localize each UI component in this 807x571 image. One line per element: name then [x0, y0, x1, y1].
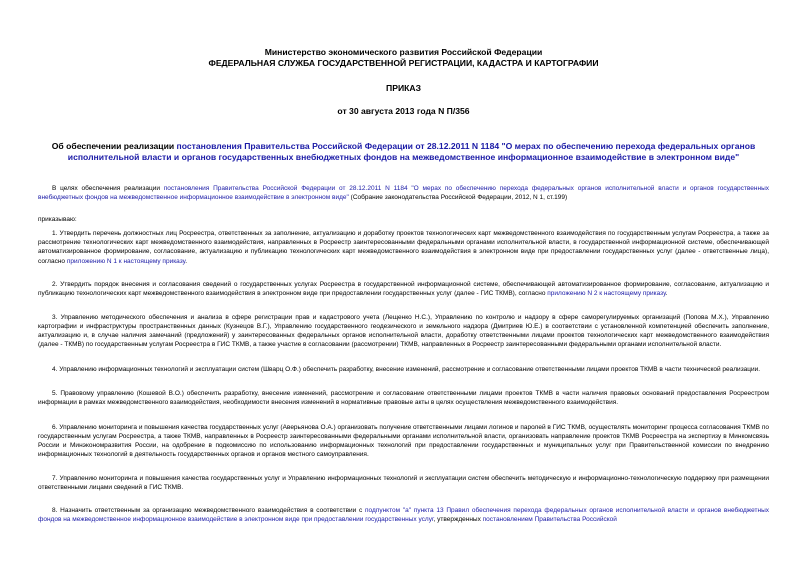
item-2-text: 2. Утвердить порядок внесения и согласования сведений о государственных услугах Росреестра в государственной информационной системе, обеспечивающей автоматизированное формирование, согласование, актуализацию и публикацию технологических карт межведомственного взаимодействия в электронном виде при предоставлении государственных услуг (далее - ГИС ТКМВ), согласно	[38, 280, 769, 297]
intro-suffix: (Собрание законодательства Российской Федерации, 2012, N 1, ст.199)	[348, 194, 568, 202]
item-1-text: 1. Утвердить перечень должностных лиц Росреестра, ответственных за заполнение, актуализацию и доработку проектов технологических карт межведомственного взаимодействия по государственным услугам Росреестра, а также за рассмотрение технологических карт межведомственного взаимодействия, направленных в Росреестр заинтересованными федеральными органами исполнительной власти, в государственной информационной системе, обеспечивающей автоматизированное формирование, согласование, актуализацию и публикацию технологических карт межведомственного взаимодействия в электронном виде при предоставлении государственных услуг (далее - ответственные лица), согласно	[38, 230, 769, 265]
item-7: 7. Управлению мониторинга и повышения качества государственных услуг и Управлению информационных технологий и эксплуатации систем обеспечить методическую и информационно-технологическую поддержку при размещении ответственными лицами сведений в ГИС ТКМВ.	[38, 474, 769, 491]
item-5: 5. Правовому управлению (Кошевой В.О.) обеспечить разработку, внесение изменений, рассмотрение и согласование ответственными лицами проектов ТКМВ в части наличия правовых оснований предоставления Росреестром информации в рамках межведомственного взаимодействия, необходимости внесения изменений в нормативные правовые акты в целях осуществления межведомственного взаимодействия.	[38, 390, 769, 407]
item-8-mid: , утвержденных	[433, 516, 483, 524]
document-date-number: от 30 августа 2013 года N П/356	[337, 106, 470, 116]
item-2	[38, 280, 769, 298]
intro-paragraph	[38, 184, 769, 202]
appendix-2-link[interactable]: приложению N 2 к настоящему приказу	[547, 289, 666, 297]
item-1	[38, 229, 769, 265]
item-6: 6. Управлению мониторинга и повышения качества государственных услуг (Аверьянова О.А.) организовать получение ответственными лицами логинов и паролей в ГИС ТКМВ, осуществлять мониторинг процесса согласования ТКМВ по государственным услугам Росреестра, а также ТКМВ, направленных в Росреестр заинтересованными федеральными органами исполнительной власти, организовать направление проектов ТКМВ Росреестра на экспертизу в Минкомсвязь России и Минэкономразвития России, на одобрение в подкомиссию по использованию информационных технологий при предоставлении государственных и муниципальных услуг при Правительственной комиссии по внедрению информационных технологий в деятельность государственных органов и органов местного самоуправления.	[38, 423, 769, 458]
intro-resolution-link[interactable]: постановления Правительства Российской Федерации от 28.12.2011 N 1184 "О мерах по обеспечению перехода федеральных органов исполнительной власти и органов государственных внебюджетных фондов на межведомственное информационное взаимодействие в электронном виде"	[38, 185, 769, 202]
item-1-end: .	[185, 257, 188, 265]
order-word: приказываю:	[38, 216, 77, 224]
appendix-1-link[interactable]: приложению N 1 к настоящему приказу	[66, 257, 186, 265]
item-8	[38, 506, 769, 524]
service-name: ФЕДЕРАЛЬНАЯ СЛУЖБА ГОСУДАРСТВЕННОЙ РЕГИСТРАЦИИ, КАДАСТРА И КАРТОГРАФИИ	[208, 58, 599, 68]
document-title	[38, 141, 769, 163]
government-resolution-link[interactable]: постановлением Правительства Российской	[482, 516, 617, 524]
ministry-name: Министерство экономического развития Российской Федерации	[264, 47, 543, 57]
intro-prefix: В целях обеспечения реализации	[52, 185, 164, 192]
rules-subparagraph-link[interactable]: подпунктом "а" пункта 13 Правил обеспечения перехода федеральных органов исполнительной власти и органов внебюджетных фондов на межведомственное информационное взаимодействие в электронном виде при предоставлении государственных услуг	[38, 507, 769, 524]
title-prefix: Об обеспечении реализации	[51, 141, 177, 151]
document-type: ПРИКАЗ	[386, 83, 421, 93]
item-8-text: 8. Назначить ответственным за организацию межведомственного взаимодействия в соответствии с	[52, 507, 366, 515]
item-4: 4. Управлению информационных технологий и эксплуатации систем (Шварц О.Ф.) обеспечить разработку, внесение изменений, рассмотрение и согласование ответственными лицами проектов ТКМВ в части технической реализации.	[52, 366, 761, 374]
item-2-end: .	[665, 289, 668, 297]
title-resolution-link[interactable]: постановления Правительства Российской Федерации от 28.12.2011 N 1184 "О мерах по обеспечению перехода федеральных органов исполнительной власти и органов государственных внебюджетных фондов на межведомственное информационное взаимодействие в электронном виде"	[67, 141, 756, 162]
item-3: 3. Управлению методического обеспечения и анализа в сфере регистрации прав и кадастрового учета (Лещенко Н.С.), Управлению по контролю и надзору в сфере саморегулируемых организаций (Попова М.Х.), Управлению картографии и инфраструктуры пространственных данных (Кузнецов В.Г.), Управлению государственного геодезического и земельного надзора (Дмитриев Ю.Е.) в соответствии с установленной компетенцией обеспечить заполнение, актуализацию и, в случае наличия замечаний (предложений) у заинтересованных федеральных органов исполнительной власти, доработку ответственными лицами проектов технологических карт межведомственного взаимодействия (далее - ТКМВ) по государственным услугам Росреестра в ГИС ТКМВ, а также участие в согласовании (рассмотрении) ТКМВ, направленных в Росреестр заинтересованными федеральными органами исполнительной власти.	[38, 313, 769, 349]
